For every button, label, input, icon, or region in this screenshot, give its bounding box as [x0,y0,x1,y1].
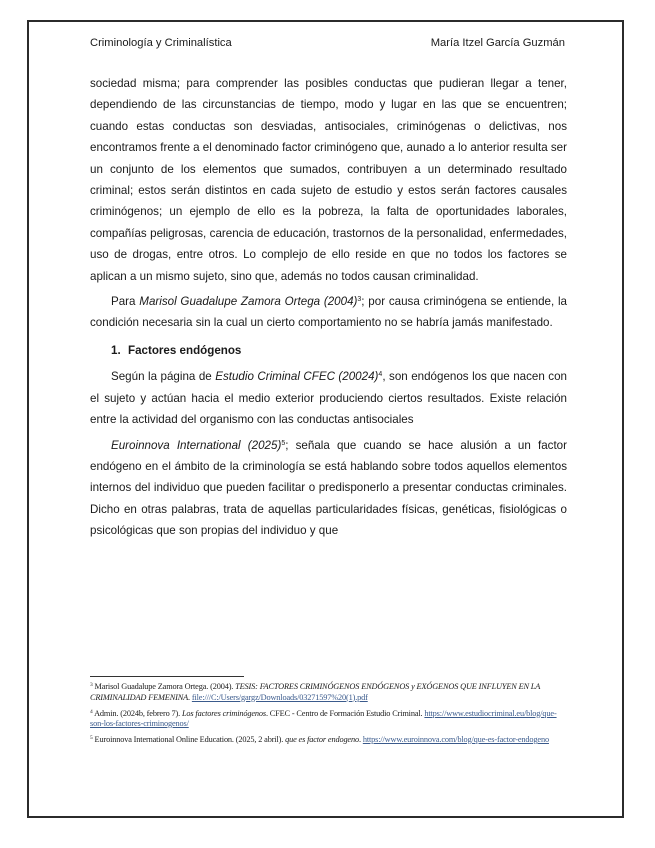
p3-text: , son endógenos los que nacen con el sujeto y actúan hacia el medio exterior produciendo ciertos resultados. Existe relación entre la actividad del organismo con las conductas antisociales [90,370,567,427]
p2-lead: Para [111,295,140,309]
footnote-ref-4[interactable]: 4 [378,371,383,379]
footnote-5 [90,735,567,746]
footnote-citation: Admin. (2024b, febrero 7). [94,708,182,718]
section-heading [90,340,567,361]
footnote-title: TESIS: FACTORES CRIMINÓGENOS ENDÓGENOS y EXÓGENOS QUE INFLUYEN EN LA CRIMINALIDAD FEMENINA [90,682,541,702]
p2-text: ; por causa criminógena se entiende, la condición necesaria sin la cual un cierto comportamiento no se habría jamás manifestado. [90,295,567,330]
paragraph-3 [90,366,567,430]
header-author: María Itzel García Guzmán [430,37,565,49]
footnote-link[interactable]: https://www.estudiocriminal.eu/blog/que-son-los-factores-criminogenos/ [90,708,557,728]
p4-text: ; señala que cuando se hace alusión a un factor endógeno en el ámbito de la criminología se está hablando sobre todos aquellos elementos internos del individuo que pueden facilitar o predisponerlo a presentar conductas criminales. Dicho en otras palabras, trata de aquellas particularidades físicas, genéticas, fisiológicas o psicológicas que son propias del individuo y que [90,438,567,538]
footnote-link[interactable]: https://www.euroinnova.com/blog/que-es-factor-endogeno [362,735,549,744]
footnote-citation-tail: . CFEC - Centro de Formación Estudio Criminal. [265,708,425,718]
paragraph-1: sociedad misma; para comprender las posibles conductas que pudieran llegar a tener, dependiendo de las circunstancias de tiempo, modo y lugar en las que se encuentren; cuando estas conductas son desviadas, antisociales, criminógenas o delictivas, nos encontramos frente a el denominado factor criminógeno que, aunado a lo anterior resulta ser un conjunto de los elementos que sumados, contribuyen a un determinado resultado criminal; estos serán distintos en cada sujeto de estudio y estos serán factores causales criminógenos; un ejemplo de ello es la pobreza, la falta de oportunidades laborales, compañías peligrosas, carencia de educación, trastornos de la personalidad, enfermedades, uso de drogas, entre otros. Lo complejo de ello reside en que no todos los factores se aplican a un mismo sujeto, sino que, además no todos causan criminalidad. [90,77,567,283]
footnote-number: 5 [90,735,93,741]
footnote-citation: Marisol Guadalupe Zamora Ortega. (2004). [94,682,236,691]
footnote-citation-tail: . [358,735,363,744]
footnotes [90,682,567,751]
p2-author: Marisol Guadalupe Zamora Ortega (2004) [139,295,358,309]
footnote-citation-tail: . [188,692,192,702]
footnote-ref-3[interactable]: 3 [357,296,362,304]
footnote-link[interactable]: file:///C:/Users/gargz/Downloads/03271597%20(1).pdf [191,692,368,702]
page-header [90,37,565,49]
footnote-number: 3 [90,682,93,688]
footnote-3 [90,682,567,703]
p4-source: Euroinnova International (2025) [111,438,282,452]
footnote-ref-5[interactable]: 5 [281,439,286,447]
paragraph-2 [90,291,567,334]
footnote-citation: Euroinnova International Online Education. (2025, 2 abril). [94,735,286,744]
footnote-separator [90,676,244,677]
footnote-number: 4 [90,708,93,715]
p3-lead: Según la página de [111,370,216,384]
footnote-title: Los factores criminógenos [181,708,266,718]
heading-text: Factores endógenos [128,343,242,357]
header-course-title: Criminología y Criminalística [90,37,232,49]
paragraph-4 [90,435,567,542]
body-text [90,73,567,542]
p3-source: Estudio Criminal CFEC (20024) [215,370,379,384]
footnote-4 [90,709,567,730]
heading-number: 1. [111,343,121,357]
footnote-title: que es factor endogeno [285,735,359,744]
